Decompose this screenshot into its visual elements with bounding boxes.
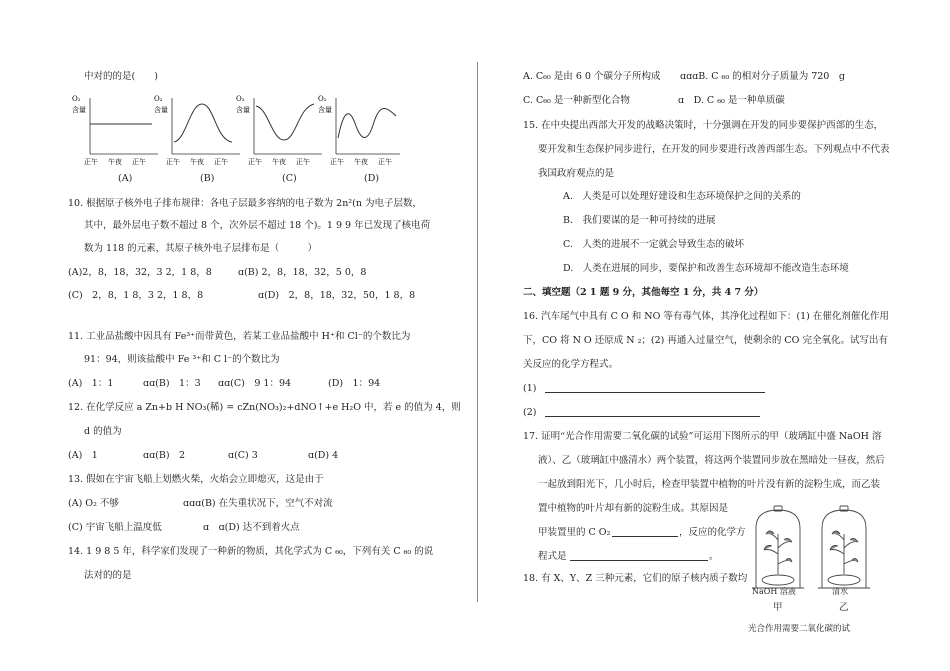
figure-label-jia: 甲 bbox=[773, 602, 783, 613]
q11-option-a: (A) 1：1 bbox=[68, 378, 114, 389]
figure-caption: 光合作用需要二氧化碳的试 bbox=[748, 624, 851, 634]
q17-line6-end: 。 bbox=[709, 551, 719, 562]
graph-option-c: (C) bbox=[282, 173, 297, 184]
svg-text:正午: 正午 bbox=[84, 158, 98, 166]
q10-option-b: ɑ(B) 2，8，18，32，5 0，8 bbox=[238, 267, 367, 278]
q12-option-d: ɑ(D) 4 bbox=[308, 450, 339, 461]
graph-option-d: (D) bbox=[364, 173, 380, 184]
svg-text:正午: 正午 bbox=[214, 158, 228, 166]
q17-answer-line-2[interactable] bbox=[570, 560, 708, 561]
bell-jar-yi bbox=[818, 506, 870, 588]
bell-jar-jia bbox=[752, 506, 804, 588]
q17-line2: 液）、乙（玻璃缸中盛清水）两个装置，将这两个装置同步放在黑暗处一昼夜，然后 bbox=[538, 455, 885, 466]
q14-line2: 法对的的是 bbox=[84, 570, 132, 581]
q13-option-a: (A) O₂ 不够 bbox=[68, 498, 119, 509]
figure-label-yi: 乙 bbox=[839, 602, 849, 613]
q10-line3: 数为 118 的元素，其原子核外电子层排布是（ ） bbox=[84, 243, 318, 254]
column-divider bbox=[477, 62, 478, 602]
q14-option-a: A. C₆₀ 是由 6 0 个碳分子所构成 bbox=[523, 71, 661, 82]
q18-line1: 18. 有 X、Y、Z 三种元素，它们的原子核内质子数均 bbox=[523, 573, 748, 584]
q16-line3: 关反应的化学方程式。 bbox=[523, 359, 619, 370]
svg-text:正午: 正午 bbox=[248, 158, 262, 166]
experiment-figure bbox=[748, 504, 878, 614]
svg-text:O₂: O₂ bbox=[154, 95, 163, 103]
q14-option-b: ɑɑɑB. C ₆₀ 的相对分子质量为 720 g bbox=[680, 71, 845, 82]
svg-text:正午: 正午 bbox=[330, 158, 344, 166]
q10-line2: 其中，最外层电子数不超过 8 个，次外层不超过 18 个)。1 9 9 年已发现了核电荷 bbox=[84, 220, 431, 231]
q10-option-a: (A)2，8，18，32，3 2，1 8，8 bbox=[68, 267, 212, 278]
q15-option-a: A. 人类是可以处理好建设和生态环境保护之间的关系的 bbox=[563, 191, 801, 202]
q11-line1: 11. 工业品盐酸中因具有 Fe³⁺而带黄色，若某工业品盐酸中 H⁺和 Cl⁻的个数比为 bbox=[68, 331, 411, 342]
q14-line1: 14. 1 9 8 5 年，科学家们发现了一种新的物质，其化学式为 C ₆₀，下列有关 C ₆₀ 的说 bbox=[68, 546, 434, 557]
q16-answer-line-1[interactable] bbox=[545, 392, 765, 393]
figure-label-water: 清水 bbox=[832, 587, 848, 596]
q10-line1: 10. 根据原子核外电子排布规律：各电子层最多容纳的电子数为 2n²(n 为电子层数， bbox=[68, 198, 422, 209]
graph-option-a: (A) bbox=[118, 173, 133, 184]
q10-option-c: (C) 2，8，1 8，3 2，1 8，8 bbox=[68, 290, 204, 301]
q14-option-d: ɑ D. C ₆₀ 是一种单质碳 bbox=[678, 95, 785, 106]
q11-option-b: ɑɑ(B) 1：3 bbox=[143, 378, 201, 389]
svg-text:含量: 含量 bbox=[236, 106, 250, 114]
q17-line1: 17. 证明“光合作用需要二氧化碳的试验”可运用下图所示的甲（玻璃缸中盛 NaOH 溶 bbox=[523, 431, 882, 442]
q15-option-d: D. 人类在进展的同步，要保护和改善生态环境却不能改造生态环境 bbox=[563, 263, 849, 274]
svg-text:O₂: O₂ bbox=[318, 95, 327, 103]
q17-line3: 一起放到阳光下，几小时后，检查甲装置中植物的叶片没有新的淀粉生成，而乙装 bbox=[538, 479, 881, 490]
graph-ylabel-top: O₂ bbox=[72, 95, 81, 103]
q11-line2: 91：94，则该盐酸中 Fe ³⁺和 C l⁻的个数比为 bbox=[84, 354, 280, 365]
q17-line5a: 甲装置里的 C O₂ bbox=[538, 527, 611, 538]
q9-tail: 中对的的是( ) bbox=[84, 71, 158, 82]
q17-line4: 置中植物的叶片却有新的淀粉生成。其原因是 bbox=[538, 503, 729, 514]
q12-line1: 12. 在化学反应 a Zn+b H NO₃(稀) = cZn(NO₃)₂+dNO↑+e H₂O 中，若 e 的值为 4，则 bbox=[68, 402, 461, 413]
graph-c bbox=[236, 95, 322, 166]
q11-option-c: ɑɑ(C) 9 1：94 bbox=[218, 378, 292, 389]
svg-text:正午: 正午 bbox=[132, 158, 146, 166]
q17-line5b: ，反应的化学方 bbox=[679, 527, 746, 538]
q15-line2: 要开发和生态保护同步进行，在开发的同步要进行改善西部生态。下列观点中不代表 bbox=[538, 144, 890, 155]
graph-ylabel-bottom: 含量 bbox=[72, 106, 86, 114]
q12-option-a: (A) 1 bbox=[68, 450, 98, 461]
q14-option-c: C. C₆₀ 是一种新型化合物 bbox=[523, 95, 630, 106]
graph-b bbox=[154, 95, 240, 166]
q15-option-c: C. 人类的进展不一定就会导致生态的破坏 bbox=[563, 239, 744, 250]
svg-text:午夜: 午夜 bbox=[190, 158, 204, 166]
oxygen-graphs bbox=[70, 92, 400, 172]
q13-option-c: (C) 宇宙飞船上温度低 bbox=[68, 522, 162, 533]
q17-answer-line-1[interactable] bbox=[612, 536, 678, 537]
q12-option-b: ɑɑ(B) 2 bbox=[143, 450, 186, 461]
q11-option-d: (D) 1：94 bbox=[328, 378, 381, 389]
svg-text:正午: 正午 bbox=[166, 158, 180, 166]
q15-line3: 我国政府观点的是 bbox=[538, 168, 615, 179]
q16-line2: 下，CO 将 N O 还原成 N ₂；(2) 再通入过量空气，使剩余的 CO 完全氧化。试写出有 bbox=[523, 335, 888, 346]
graph-d bbox=[318, 95, 400, 166]
q16-blank1-label: (1) bbox=[523, 383, 537, 394]
svg-text:午夜: 午夜 bbox=[272, 158, 286, 166]
q15-option-b: B. 我们要谋的是一种可持续的进展 bbox=[563, 215, 716, 226]
q13-line1: 13. 假如在宇宙飞船上划燃火柴，火焰会立即熄灭，这是由于 bbox=[68, 474, 324, 485]
q13-option-d: ɑ ɑ(D) 达不到着火点 bbox=[203, 522, 300, 533]
q15-line1: 15. 在中央提出西部大开发的战略决策时，十分强调在开发的同步要保护西部的生态， bbox=[523, 120, 884, 131]
q16-line1: 16. 汽车尾气中具有 C O 和 NO 等有毒气体，其净化过程如下：(1) 在催化剂催化作用 bbox=[523, 311, 889, 322]
section-heading: 二、填空题（2 1 题 9 分，其他每空 1 分，共 4 7 分） bbox=[523, 287, 764, 298]
svg-text:午夜: 午夜 bbox=[108, 158, 122, 166]
q10-option-d: ɑ(D) 2，8，18，32，50，1 8，8 bbox=[258, 290, 416, 301]
q13-option-b: ɑɑɑ(B) 在失重状况下，空气不对流 bbox=[183, 498, 333, 509]
svg-text:正午: 正午 bbox=[378, 158, 392, 166]
graph-a bbox=[72, 95, 158, 166]
svg-text:O₂: O₂ bbox=[236, 95, 245, 103]
graph-option-b: (B) bbox=[200, 173, 215, 184]
figure-label-naoh: NaOH 溶液 bbox=[752, 587, 796, 596]
q12-option-c: ɑ(C) 3 bbox=[228, 450, 258, 461]
svg-text:含量: 含量 bbox=[154, 106, 168, 114]
q12-line2: d 的值为 bbox=[84, 426, 122, 437]
svg-text:正午: 正午 bbox=[296, 158, 310, 166]
q17-line6: 程式是 bbox=[538, 551, 567, 562]
q16-answer-line-2[interactable] bbox=[545, 416, 760, 417]
q16-blank2-label: (2) bbox=[523, 407, 537, 418]
svg-text:午夜: 午夜 bbox=[354, 158, 368, 166]
svg-text:含量: 含量 bbox=[318, 106, 332, 114]
